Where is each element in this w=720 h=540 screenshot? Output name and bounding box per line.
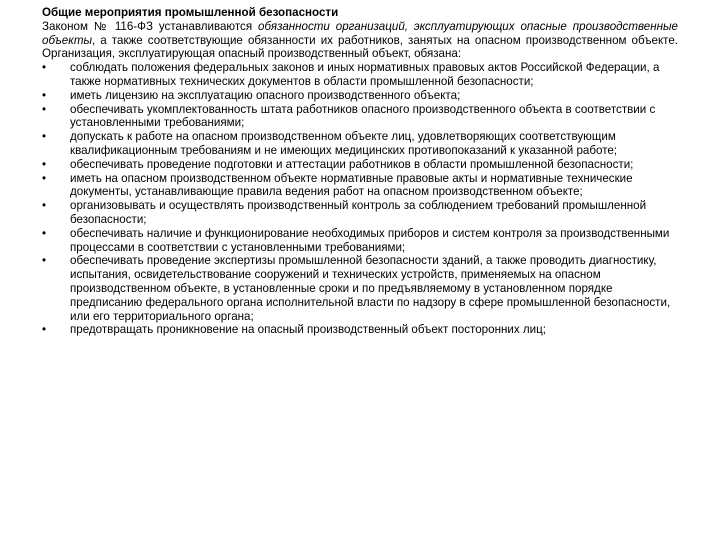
intro-text: Организация, эксплуатирующая опасный производственный объект, обязана: bbox=[42, 47, 462, 61]
list-item-text: обеспечивать проведение экспертизы промышленной безопасности зданий, а также проводить диагностику, испытания, освидетельствование сооружений и технических устройств, применяемых на опасном производственном объекте, в установленные сроки и по предъявляемому в установленном порядке предписанию федерального органа исполнительной власти по надзору в сфере промышленной безопасности, или его территориального органа; bbox=[70, 254, 671, 323]
list-item-text: допускать к работе на опасном производственном объекте лиц, удовлетворяющих соответствующим квалификационным требованиям и не имеющих медицинских противопоказаний к указанной работе; bbox=[70, 130, 618, 157]
bullet-icon: • bbox=[42, 88, 47, 102]
law-prefix: Законом № 116-ФЗ устанавливаются bbox=[42, 19, 259, 33]
list-item bbox=[42, 89, 678, 103]
list-item bbox=[42, 323, 678, 337]
bullet-icon: • bbox=[42, 61, 47, 75]
document-body bbox=[42, 6, 678, 337]
bullet-icon: • bbox=[42, 254, 47, 268]
list-item bbox=[42, 254, 678, 323]
list-item bbox=[42, 61, 678, 89]
list-item-text: соблюдать положения федеральных законов и иных нормативных правовых актов Российской Федерации, а также нормативных технических документов в области промышленной безопасности; bbox=[70, 61, 660, 88]
bullet-icon: • bbox=[42, 199, 47, 213]
list-item bbox=[42, 130, 678, 158]
law-paragraph bbox=[42, 20, 678, 48]
list-item bbox=[42, 172, 678, 200]
list-item bbox=[42, 227, 678, 255]
bullet-icon: • bbox=[42, 102, 47, 116]
bullet-icon: • bbox=[42, 226, 47, 240]
law-suffix: , а также соответствующие обязанности их работников, занятых на опасном производственном объекте. bbox=[92, 33, 678, 47]
bullet-icon: • bbox=[42, 171, 47, 185]
list-item bbox=[42, 199, 678, 227]
list-item-text: организовывать и осуществлять производственный контроль за соблюдением требований промышленной безопасности; bbox=[70, 199, 647, 226]
law-emphasis: обязанности организаций, эксплуатирующих опасные производственные объекты bbox=[42, 19, 678, 47]
list-item-text: обеспечивать укомплектованность штата работников опасного производственного объекта в соответствии с установленными требованиями; bbox=[70, 102, 656, 130]
list-item-text: обеспечивать проведение подготовки и аттестации работников в области промышленной безопасности; bbox=[70, 157, 634, 171]
bullet-icon: • bbox=[42, 130, 47, 144]
list-item-text: иметь лицензию на эксплуатацию опасного производственного объекта; bbox=[70, 88, 461, 102]
list-item-text: предотвращать проникновение на опасный производственный объект посторонних лиц; bbox=[70, 323, 546, 337]
list-item bbox=[42, 158, 678, 172]
list-item bbox=[42, 103, 678, 131]
duties-list bbox=[42, 61, 678, 337]
document-title: Общие мероприятия промышленной безопасности bbox=[42, 6, 339, 19]
bullet-icon: • bbox=[42, 323, 47, 337]
list-item-text: иметь на опасном производственном объекте нормативные правовые акты и нормативные технические документы, устанавливающие правила ведения работ на опасном производственном объекте; bbox=[70, 171, 633, 199]
list-item-text: обеспечивать наличие и функционирование необходимых приборов и систем контроля за производственными процессами в соответствии с установленными требованиями; bbox=[70, 226, 670, 254]
bullet-icon: • bbox=[42, 157, 47, 171]
